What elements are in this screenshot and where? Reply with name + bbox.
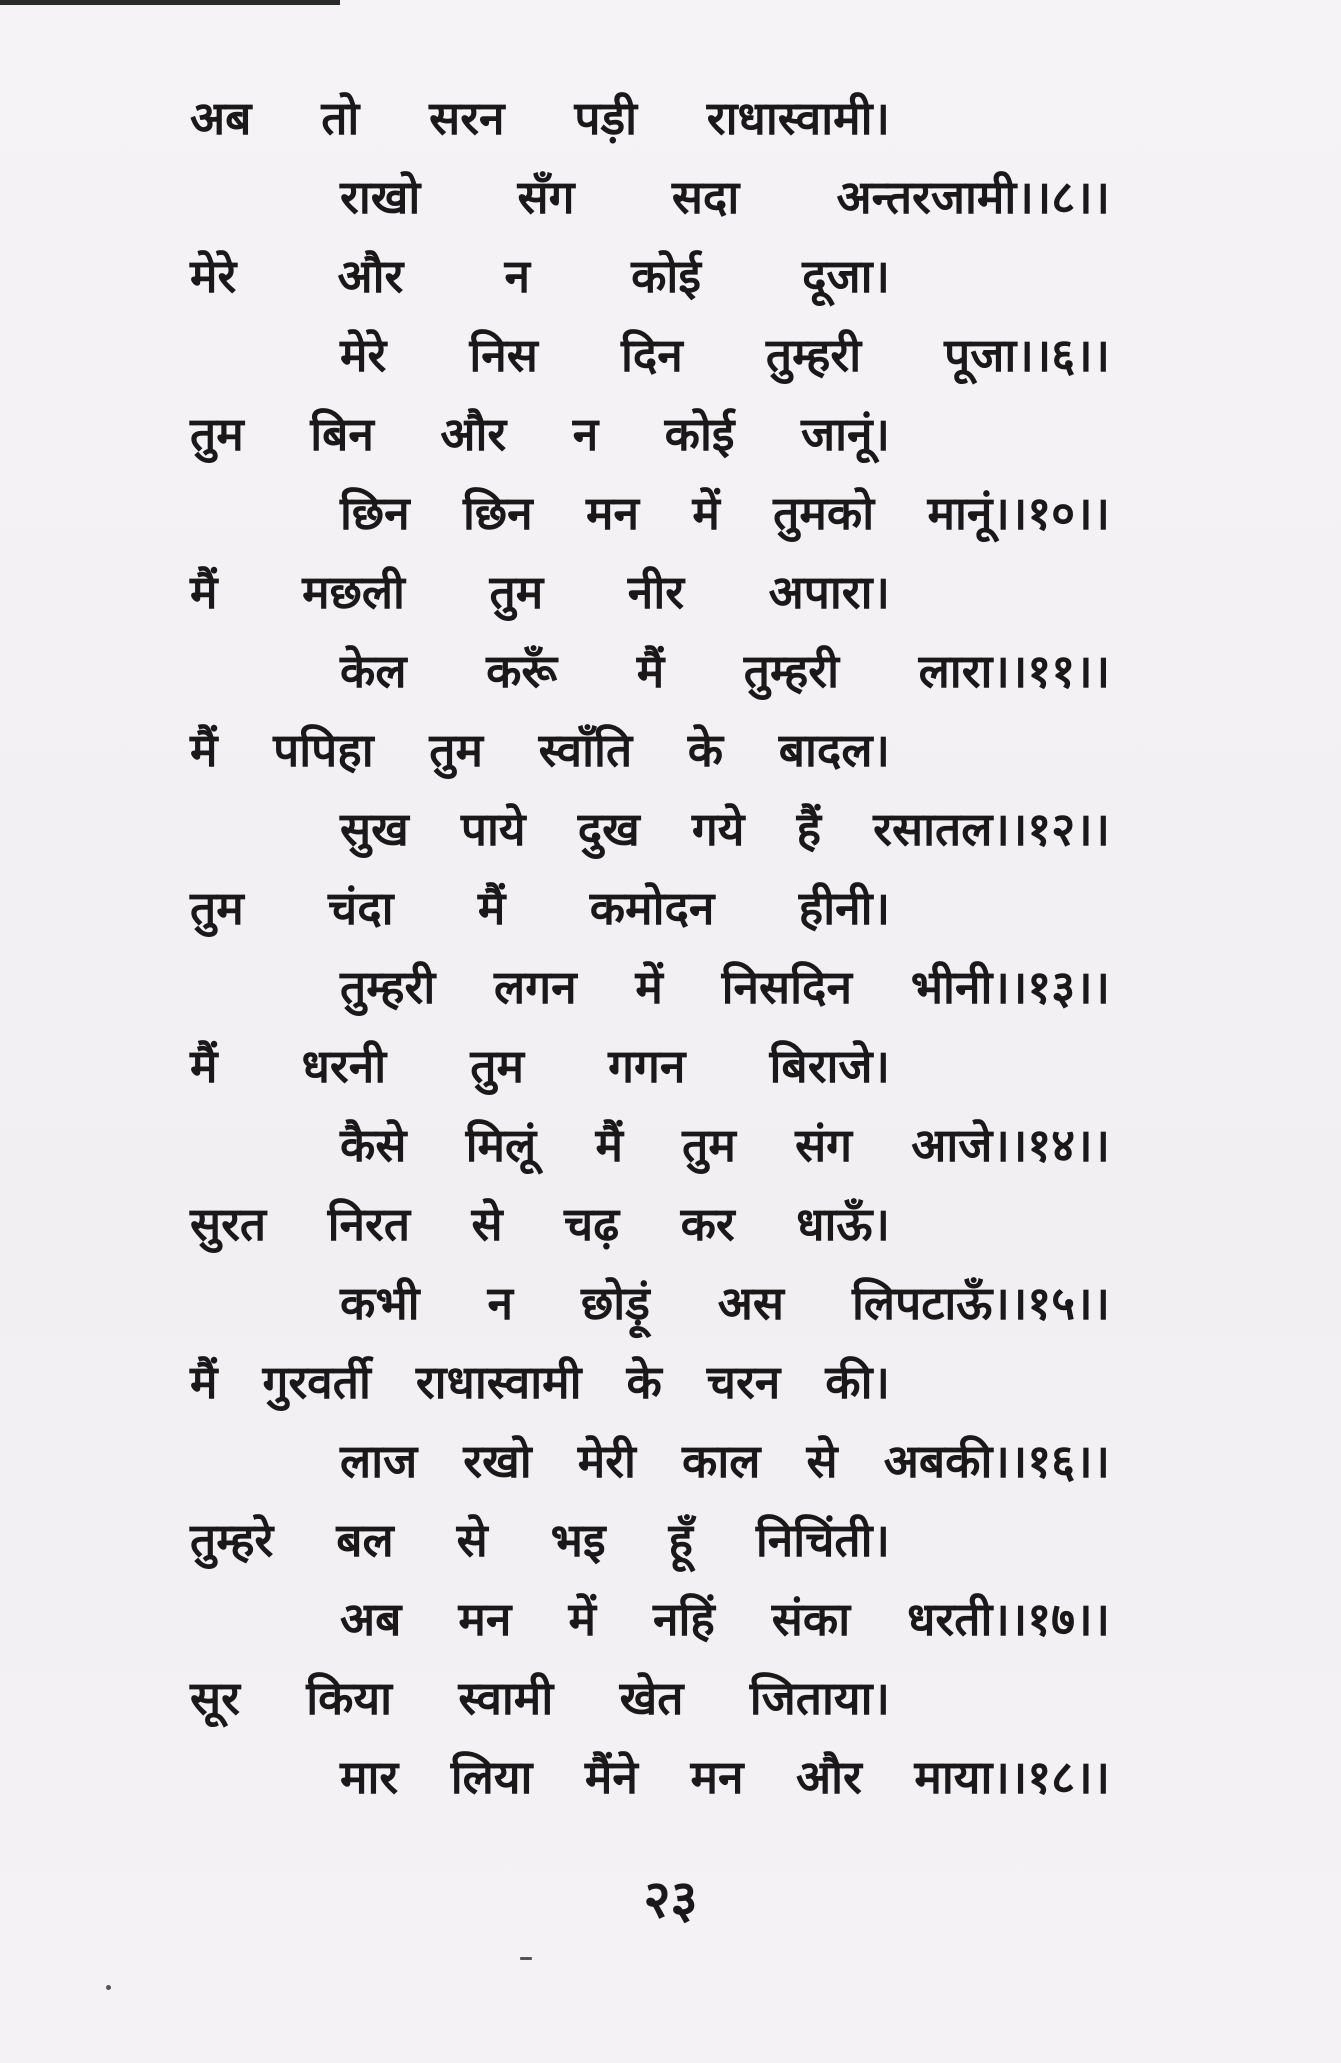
verse-7-line-2 [340, 1105, 1110, 1185]
verse-word: चरन [706, 1355, 781, 1409]
verse-word: कभी [340, 1276, 420, 1330]
verse-word: धाऊँ। [796, 1197, 890, 1251]
verse-word: से [806, 1434, 838, 1488]
verse-word: सूर [190, 1671, 240, 1725]
verse-2-line-1 [190, 236, 890, 316]
verse-word: भइ [550, 1513, 606, 1567]
verse-9-line-1 [190, 1342, 890, 1422]
verse-word: में [692, 486, 720, 540]
verse-word: रसातल।।१२।। [873, 802, 1110, 856]
verse-word: मेरे [340, 328, 387, 382]
verse-word: मैं [190, 1355, 218, 1409]
verse-word: मैं [636, 644, 665, 698]
verse-word: धरती।।१७।। [907, 1592, 1110, 1646]
verse-word: धरनी [301, 1039, 387, 1093]
verse-word: कैसे [340, 1118, 407, 1172]
verse-word: खेत [619, 1671, 684, 1725]
verse-word: तुम [190, 407, 244, 461]
verse-word: अब [340, 1592, 402, 1646]
verse-word: जानूं। [800, 407, 890, 461]
verse-word: रखो [463, 1434, 532, 1488]
verse-word: करूँ [486, 644, 558, 698]
verse-word: निस [469, 328, 538, 382]
verse-word: और [795, 1750, 862, 1804]
verse-word: छिन [463, 486, 533, 540]
verse-word: छोड़ूं [581, 1276, 650, 1330]
verse-word: नीर [627, 565, 685, 619]
verse-word: छिन [340, 486, 410, 540]
verse-word: लिपटाऊँ।।१५।। [851, 1276, 1110, 1330]
verse-word: राखो [340, 170, 421, 224]
verse-word: निरत [327, 1197, 411, 1251]
verse-word: हीनी। [798, 881, 890, 935]
verse-word: अस [717, 1276, 785, 1330]
verse-word: कमोदन [589, 881, 715, 935]
verse-word: गये [691, 802, 745, 856]
verse-word: निसदिन [721, 960, 852, 1014]
verse-11-line-2 [340, 1737, 1110, 1817]
verse-word: मानूं।।१०।। [927, 486, 1110, 540]
verse-word: अन्तरजामी।।८।। [836, 170, 1110, 224]
verse-word: गुरवर्ती [262, 1355, 371, 1409]
verse-word: पड़ी [574, 91, 638, 145]
verse-word: सँग [517, 170, 575, 224]
verse-word: न [504, 249, 530, 303]
verse-word: स्वाँति [538, 723, 633, 777]
verse-word: गगन [608, 1039, 686, 1093]
verse-word: मैं [190, 723, 218, 777]
verse-word: लाज [340, 1434, 418, 1488]
verse-word: अब [190, 91, 252, 145]
verse-1-line-2 [340, 157, 1110, 237]
verse-10-line-2 [340, 1579, 1110, 1659]
verse-word: संग [795, 1118, 853, 1172]
verse-word: सरन [429, 91, 505, 145]
verse-word: काल [682, 1434, 761, 1488]
verse-word: चढ़ [564, 1197, 620, 1251]
verse-word: तुम्हरी [765, 328, 862, 382]
verse-6-line-2 [340, 947, 1110, 1027]
verse-word: लिया [450, 1750, 533, 1804]
verse-word: केल [340, 644, 407, 698]
verse-word: निचिंती। [755, 1513, 890, 1567]
verse-word: बिराजे। [769, 1039, 890, 1093]
verse-word: अबकी।।१६।। [883, 1434, 1110, 1488]
verse-word: और [337, 249, 404, 303]
verse-word: मेरे [190, 249, 237, 303]
verse-4-line-1 [190, 552, 890, 632]
verse-word: मैं [477, 881, 506, 935]
verse-word: में [568, 1592, 596, 1646]
verse-word: नहिं [652, 1592, 715, 1646]
verse-word: तुम्हरी [743, 644, 840, 698]
verse-word: मन [690, 1750, 744, 1804]
verse-word: पपिहा [273, 723, 374, 777]
verse-word: हूँ [668, 1513, 693, 1567]
verse-8-line-2 [340, 1263, 1110, 1343]
verse-word: मछली [302, 565, 405, 619]
verse-word: संका [771, 1592, 851, 1646]
verse-word: जिताया। [749, 1671, 890, 1725]
verse-word: न [572, 407, 599, 461]
verse-5-line-2 [340, 789, 1110, 869]
verse-word: कोई [631, 249, 701, 303]
print-speck [520, 1957, 532, 1960]
verse-word: से [471, 1197, 503, 1251]
verse-word: राधास्वामी। [706, 91, 890, 145]
verse-word: तुम [682, 1118, 736, 1172]
verse-word: तुम [190, 881, 244, 935]
verse-word: माया।।१८।। [914, 1750, 1110, 1804]
verse-word: से [456, 1513, 488, 1567]
page-top-edge [0, 0, 340, 5]
verse-word: पाये [460, 802, 526, 856]
verse-word: न [487, 1276, 514, 1330]
verse-word: के [626, 1355, 662, 1409]
verse-word: मिलूं [465, 1118, 537, 1172]
verse-word: तुम [470, 1039, 524, 1093]
verse-word: तुमको [773, 486, 875, 540]
verse-2-line-2 [340, 315, 1110, 395]
verse-word: के [687, 723, 724, 777]
verse-word: सुरत [190, 1197, 267, 1251]
verse-word: मन [586, 486, 640, 540]
verse-word: मैं [190, 565, 218, 619]
verse-word: तुम्हरे [190, 1513, 274, 1567]
verse-word: लारा।।११।। [918, 644, 1110, 698]
verse-3-line-1 [190, 394, 890, 474]
verse-10-line-1 [190, 1500, 890, 1580]
verse-word: दिन [620, 328, 683, 382]
verse-word: मन [458, 1592, 512, 1646]
verse-word: और [440, 407, 507, 461]
verse-word: दुख [577, 802, 640, 856]
verse-word: तुम्हरी [340, 960, 436, 1014]
verse-word: मेरी [577, 1434, 636, 1488]
verse-word: मार [340, 1750, 399, 1804]
verse-word: बिन [310, 407, 374, 461]
verse-word: कोई [664, 407, 735, 461]
verse-5-line-1 [190, 710, 890, 790]
verse-7-line-1 [190, 1026, 890, 1106]
verse-word: मैं [595, 1118, 623, 1172]
page-number: २३ [643, 1870, 698, 1930]
verse-9-line-2 [340, 1421, 1110, 1501]
verse-word: लगन [494, 960, 577, 1014]
verse-word: राधास्वामी [415, 1355, 582, 1409]
verse-word: तुम [489, 565, 544, 619]
verse-word: बादल। [778, 723, 890, 777]
verse-word: तो [321, 91, 360, 145]
verse-word: किया [306, 1671, 393, 1725]
verse-3-line-2 [340, 473, 1110, 553]
verse-word: तुम [429, 723, 484, 777]
verse-word: बल [336, 1513, 394, 1567]
verse-11-line-1 [190, 1658, 890, 1738]
verse-word: मैंने [584, 1750, 638, 1804]
verse-word: कर [680, 1197, 735, 1251]
verse-word: पूजा।।६।। [944, 328, 1110, 382]
verse-word: आजे।।१४।। [911, 1118, 1110, 1172]
verse-word: दूजा। [802, 249, 890, 303]
verse-word: में [635, 960, 663, 1014]
verse-word: सदा [671, 170, 740, 224]
verse-6-line-1 [190, 868, 890, 948]
verse-word: मैं [190, 1039, 218, 1093]
verse-word: हैं [796, 802, 822, 856]
verse-word: सुख [340, 802, 409, 856]
verse-word: चंदा [328, 881, 394, 935]
print-speck [106, 1985, 111, 1990]
verse-8-line-1 [190, 1184, 890, 1264]
verse-4-line-2 [340, 631, 1110, 711]
verse-word: भीनी।।१३।। [910, 960, 1110, 1014]
verse-word: अपारा। [768, 565, 890, 619]
verse-1-line-1 [190, 78, 890, 158]
verse-word: स्वामी [458, 1671, 554, 1725]
verse-word: की। [825, 1355, 890, 1409]
